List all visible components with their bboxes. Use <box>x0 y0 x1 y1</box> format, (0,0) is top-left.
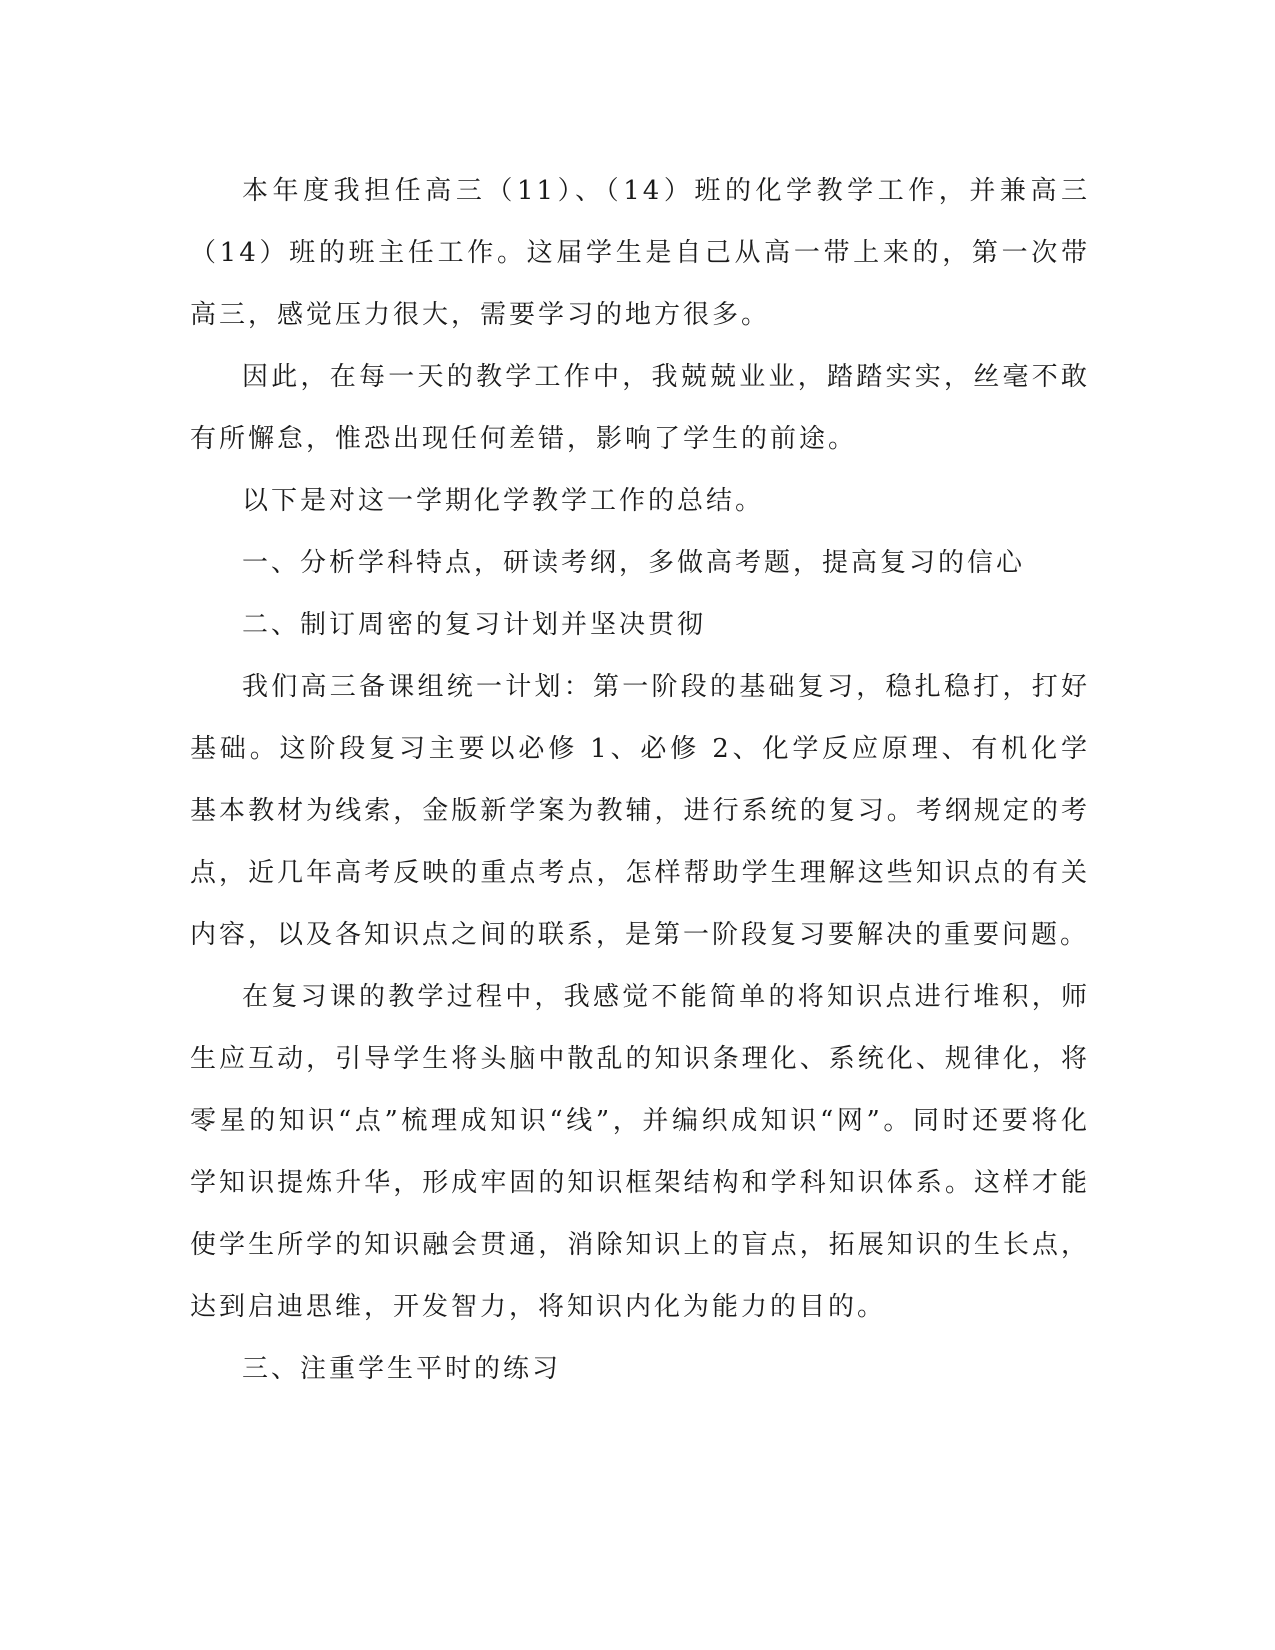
section-heading-3: 三、注重学生平时的练习 <box>242 1354 562 1384</box>
section-heading-1: 一、分析学科特点，研读考纲，多做高考题，提高复习的信心 <box>242 548 1026 578</box>
paragraph-review-plan: 我们高三备课组统一计划：第一阶段的基础复习，稳扎稳打，打好基础。这阶段复习主要以必修 1、必修 2、化学反应原理、有机化学基本教材为线索，金版新学案为教辅，进行系统的复习。考纲规定的考点，近几年高考反映的重点考点，怎样帮助学生理解这些知识点的有关内容，以及各知识点之间的联系，是第一阶段复习要解决的重要问题。 <box>190 672 1090 950</box>
paragraph-intro: 本年度我担任高三（11）、（14）班的化学教学工作，并兼高三（14）班的班主任工作。这届学生是自己从高一带上来的，第一次带高三，感觉压力很大，需要学习的地方很多。 <box>190 176 1090 330</box>
document-body <box>190 160 1090 1400</box>
paragraph-review-method: 在复习课的教学过程中，我感觉不能简单的将知识点进行堆积，师生应互动，引导学生将头脑中散乱的知识条理化、系统化、规律化，将零星的知识“点”梳理成知识“线”，并编织成知识“网”。同时还要将化学知识提炼升华，形成牢固的知识框架结构和学科知识体系。这样才能使学生所学的知识融会贯通，消除知识上的盲点，拓展知识的生长点，达到启迪思维，开发智力，将知识内化为能力的目的。 <box>190 982 1090 1322</box>
section-heading-2: 二、制订周密的复习计划并坚决贯彻 <box>242 610 707 640</box>
paragraph-summary-lead: 以下是对这一学期化学教学工作的总结。 <box>242 486 765 516</box>
paragraph-diligence: 因此，在每一天的教学工作中，我兢兢业业，踏踏实实，丝毫不敢有所懈怠，惟恐出现任何差错，影响了学生的前途。 <box>190 362 1090 454</box>
